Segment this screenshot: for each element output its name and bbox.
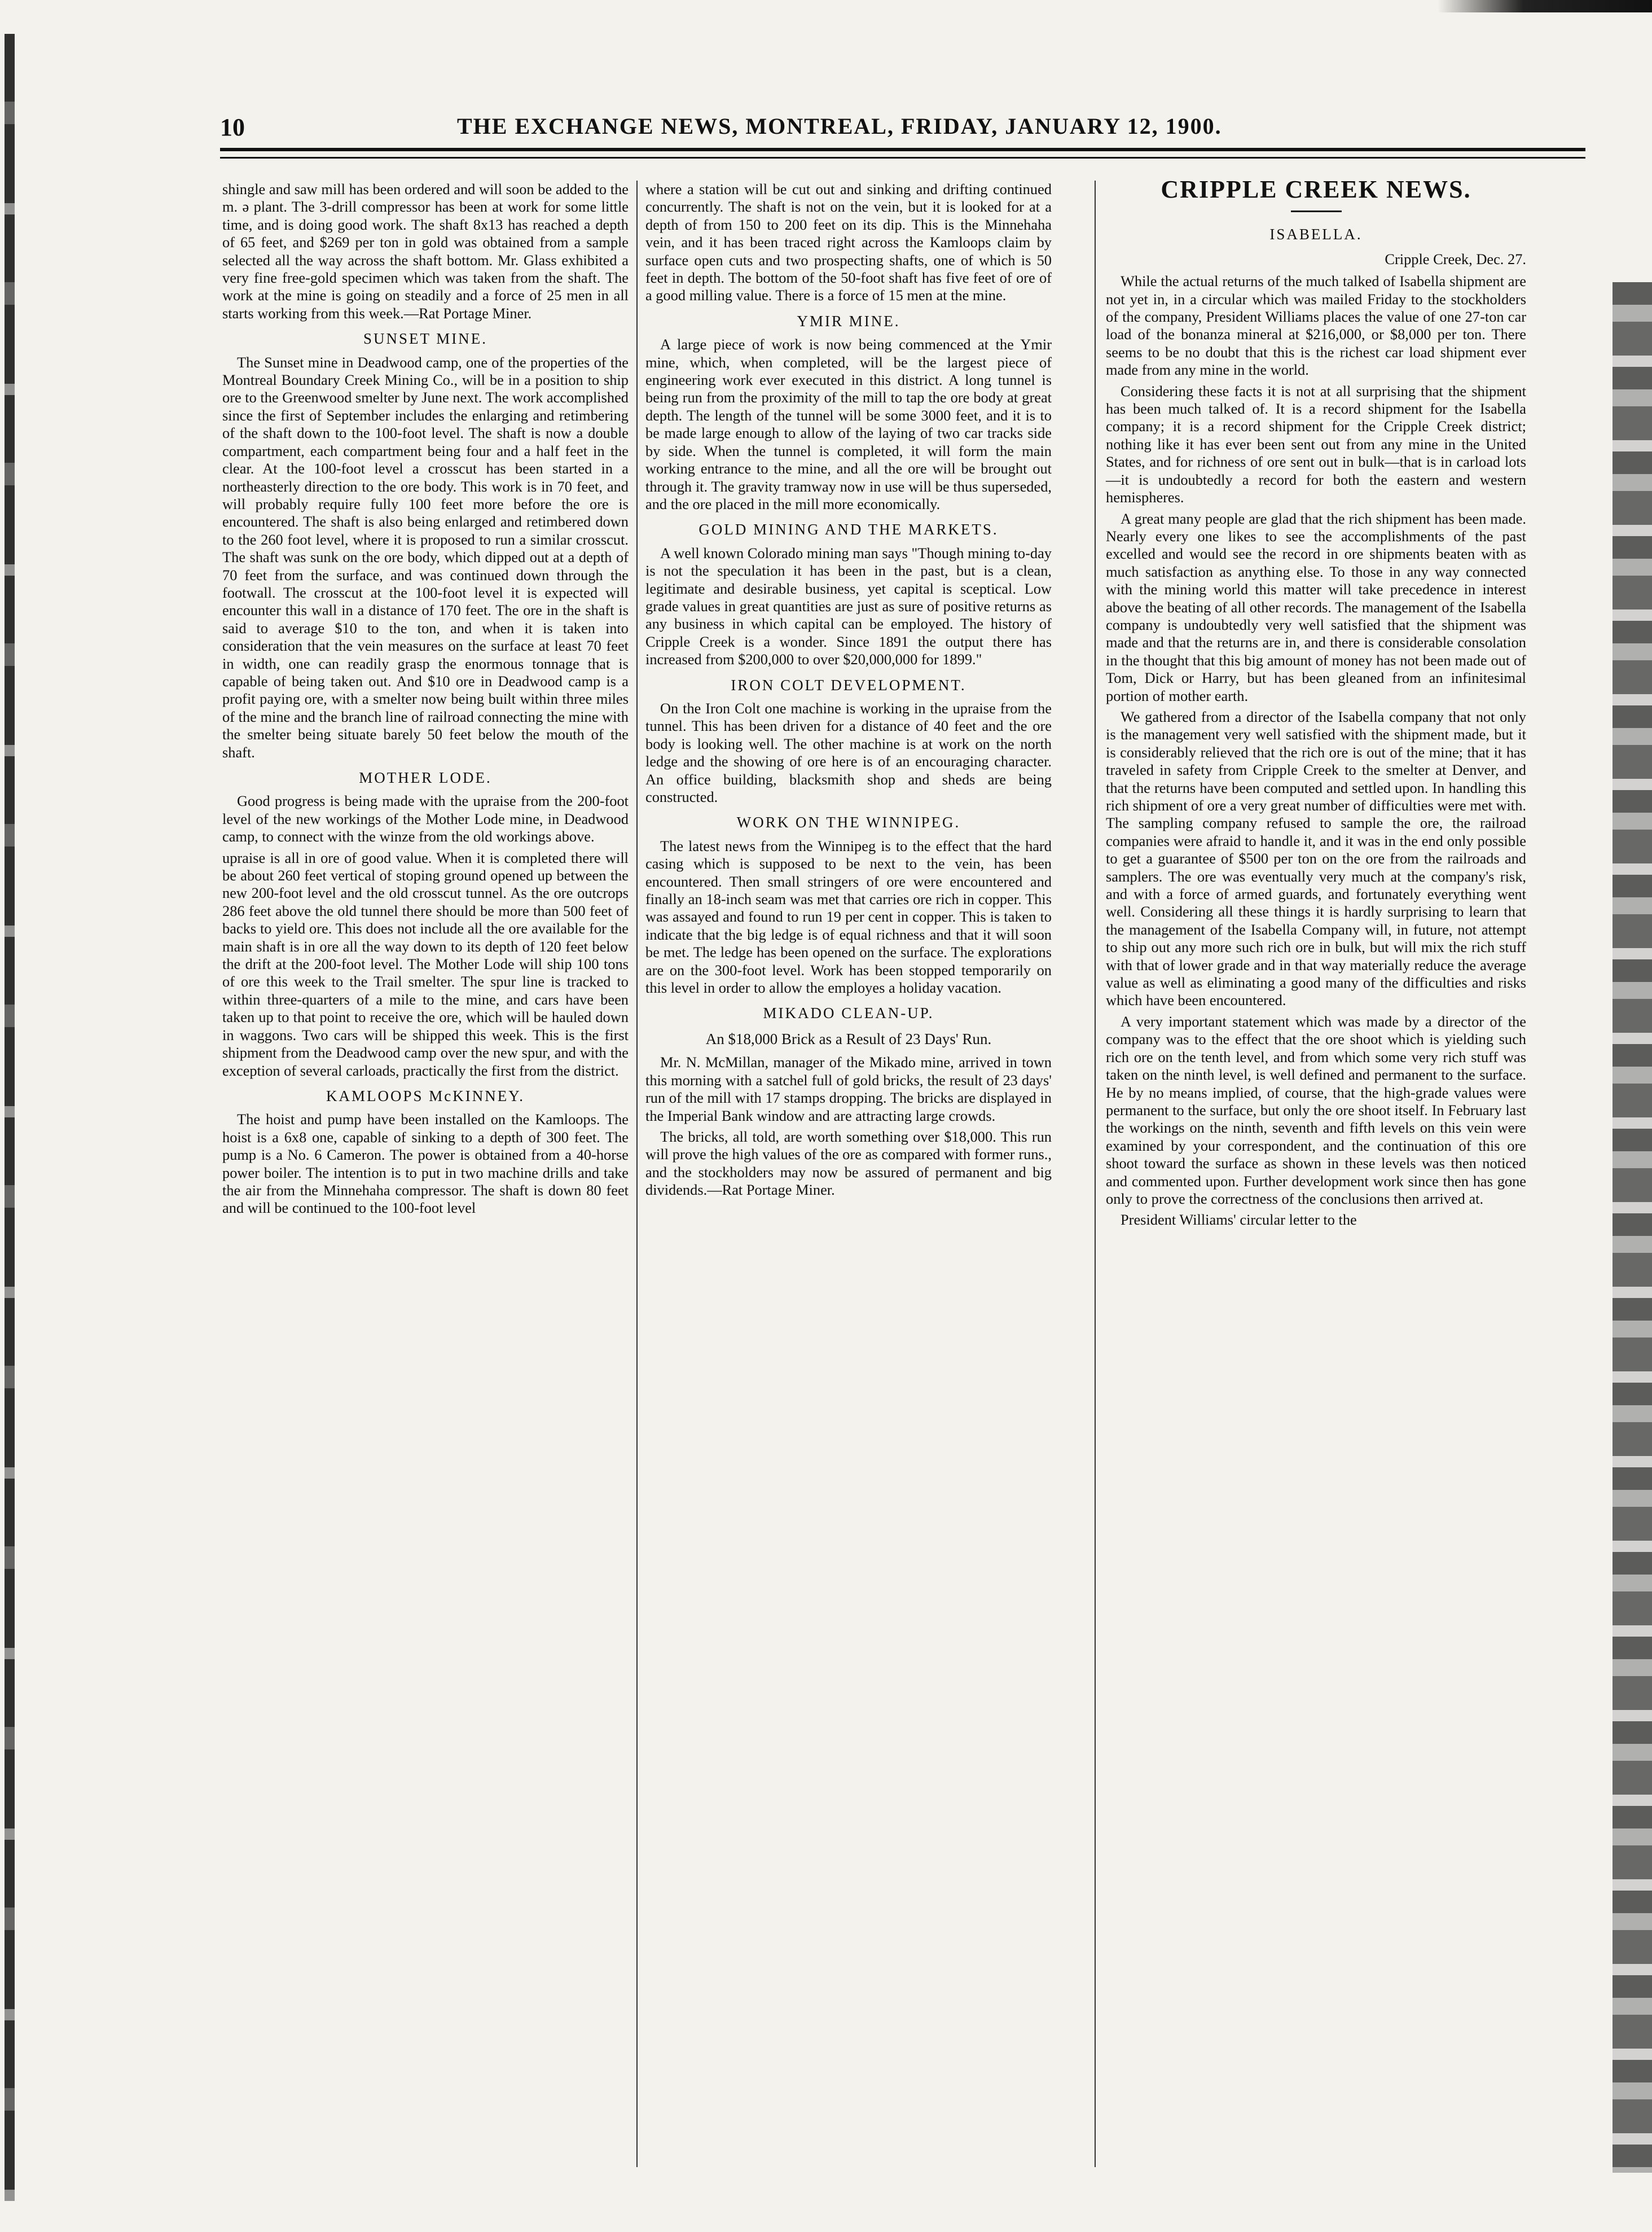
article-paragraph: We gathered from a director of the Isabella company that not only is the management very well satisfied with the shipment made, but it is considerably relieved that the rich ore is out of the mine; that it has traveled in safety from Cripple Creek to the smelter at Denver, and that the returns have been computed and settled upon. In handling this rich shipment of ore a very great number of difficulties were met with. The sampling company refused to sample the ore, the railroad companies were afraid to handle it, and it was in the end only possible to get a guarantee of $500 per ton on the ore from the railroads and samplers. The ore was eventually very much at the company's risk, and with a force of armed guards, and fortunately everything went well. Considering all these things it is hardly surprising to learn that the management of the Isabella Company will, in future, not attempt to ship out any more such rich ore in bulk, but will mix the rich stuff with that of lower grade and in that way materially reduce the average value as well as eliminating a good many of the difficulties and risks which have been encountered.: [1106, 708, 1526, 1009]
masthead: [220, 113, 1585, 164]
article-heading: KAMLOOPS McKINNEY.: [326, 1087, 525, 1104]
article-heading: ISABELLA.: [1269, 226, 1363, 243]
column-2: [645, 181, 1052, 1203]
article-heading: MIKADO CLEAN-UP.: [763, 1005, 934, 1022]
article-heading: SUNSET MINE.: [363, 330, 488, 348]
masthead-title: THE EXCHANGE NEWS, MONTREAL, FRIDAY, JANUARY 12, 1900.: [457, 113, 1222, 139]
article-paragraph: A very important statement which was made by a director of the company was to the effect that the ore shoot which is yielding such rich ore on the tenth level, and from which some very rich stuff was taken on the ninth level, is well defined and permanent to the surface. He by no means implied, of course, that the high-grade values were permanent to the surface, but only the ore shoot itself. In February last the workings on the ninth, seventh and fifth levels on this vein were examined by your correspondent, and the continuation of this ore shoot toward the surface as shown in these levels was then noticed and commented upon. Further development work since then has gone only to prove the correctness of the conclusions then arrived at.: [1106, 1012, 1526, 1207]
binding-edge-left: [5, 34, 15, 2201]
article-paragraph: While the actual returns of the much talked of Isabella shipment are not yet in, in a circular which was mailed Friday to the stockholders of the company, President Williams places the value of one 27-ton car load of the bonanza mineral at $216,000, or $8,000 per ton. There seems to be no doubt that this is the richest car load shipment ever made from any mine in the world.: [1106, 273, 1526, 379]
article-paragraph: Considering these facts it is not at all surprising that the shipment has been much talked of. It is a record shipment for the Isabella company; it is a record shipment for the Cripple Creek district; nothing like it has ever been sent out from any mine in the United States, and for richness of ore sent out in bulk—that is in carload lots—it is undoubtedly a record for both the eastern and western hemispheres.: [1106, 382, 1526, 506]
column-3: [1106, 176, 1526, 1233]
article-paragraph: shingle and saw mill has been ordered and will soon be added to the m. ə plant. The 3-drill compressor has been at work for some little time, and is doing good work. The shaft 8x13 has reached a depth of 65 feet, and $269 per ton in gold was obtained from a sample selected all the way across the shaft bottom. Mr. Glass exhibited a very fine free-gold specimen which was taken from the shaft. The work at the mine is going on steadily and a force of 25 men in all starts working from this week.—Rat Portage Miner.: [222, 181, 629, 322]
article-paragraph: On the Iron Colt one machine is working in the upraise from the tunnel. This has been driven for a distance of 40 feet and the ore body is looking well. The other machine is at work on the north ledge and the showing of ore here is of an encouraging character. An office building, blacksmith shop and sheds are being constructed.: [645, 699, 1052, 805]
article-paragraph: upraise is all in ore of good value. When it is completed there will be about 260 feet vertical of stoping ground opened up between the new 200-foot level and the old crosscut tunnel. As the ore outcrops 286 feet above the old tunnel there should be more than 500 feet of backs to yield ore. This does not include all the ore available for the main shaft is in ore all the way down to its depth of 120 feet below the drift at the 200-foot level. The Mother Lode will ship 100 tons of ore this week to the Trail smelter. The spur line is tracked to within three-quarters of a mile to the mine, and cars have been taken up to that point to receive the ore, which will be hauled down in waggons. Two cars will be shipped this week. This is the first shipment from the Deadwood camp over the new spur, and with the exception of several carloads, practically the first from the district.: [222, 849, 629, 1079]
article-paragraph: A great many people are glad that the rich shipment has been made. Nearly every one likes to see the accomplishments of the past excelled and would see the record in ore shipments beaten with as much satisfaction as anything else. To those in any way connected with the mining world this matter will take precedence in interest above the beating of all other records. The management of the Isabella company is undoubtedly very well satisfied that the shipment was made and that the returns are in, and there is considerable consolation in the thought that this big amount of money has not been made out of Tom, Dick or Harry, but has been gleaned from an infinitesimal portion of mother earth.: [1106, 510, 1526, 704]
masthead-rule-thick: [220, 148, 1585, 151]
masthead-rule-thin: [220, 157, 1585, 159]
article-heading: WORK ON THE WINNIPEG.: [736, 814, 961, 831]
page-number: 10: [220, 113, 245, 141]
binding-edge-right: [1613, 282, 1652, 2173]
article-paragraph: President Williams' circular letter to the: [1121, 1211, 1357, 1229]
column-divider: [1095, 181, 1096, 2167]
article-heading: IRON COLT DEVELOPMENT.: [731, 676, 966, 694]
article-paragraph: The bricks, all told, are worth something over $18,000. This run will prove the high values of the ore as compared with former runs., and the stockholders may now be assured of permanent and big dividends.—Rat Portage Miner.: [645, 1128, 1052, 1199]
column-divider: [636, 181, 638, 2167]
article-paragraph: A well known Colorado mining man says "Though mining to-day is not the speculation it has been in the past, but is a clean, legitimate and desirable business, yet capital is sceptical. Low grade values in great quantities are just as sure of positive returns as any business in which capital can be employed. The history of Cripple Creek is a wonder. Since 1891 the output there has increased from $200,000 to over $20,000,000 for 1899.": [645, 544, 1052, 668]
headline-rule: [1291, 211, 1342, 212]
dateline: Cripple Creek, Dec. 27.: [1385, 250, 1526, 268]
article-paragraph: Good progress is being made with the upraise from the 200-foot level of the new workings of the Mother Lode mine, in Deadwood camp, to connect with the winze from the old workings above.: [222, 792, 629, 845]
scan-smudge: [1438, 0, 1652, 12]
article-paragraph: Mr. N. McMillan, manager of the Mikado mine, arrived in town this morning with a satchel full of gold bricks, the result of 23 days' run of the mill with 17 stamps dropping. The bricks are displayed in the Imperial Bank window and are attracting large crowds.: [645, 1054, 1052, 1124]
column-1: [222, 181, 629, 1221]
article-subheading: An $18,000 Brick as a Result of 23 Days' Run.: [705, 1030, 992, 1047]
article-heading: YMIR MINE.: [797, 312, 900, 330]
article-paragraph: where a station will be cut out and sinking and drifting continued concurrently. The shaft is not on the vein, but it is looked for at a depth of from 150 to 200 feet on its dip. This is the Minnehaha vein, and it has been traced right across the Kamloops claim by surface open cuts and two prospecting shafts, one of which is 50 feet in depth. The bottom of the 50-foot shaft has five feet of ore of a good milling value. There is a force of 15 men at the mine.: [645, 181, 1052, 304]
article-paragraph: The latest news from the Winnipeg is to the effect that the hard casing which is supposed to be next to the vein, has been encountered. Then small stringers of ore were encountered and finally an 18-inch seam was met that carries ore rich in copper. This was assayed and found to run 19 per cent in copper. This is taken to indicate that the big ledge is of equal richness and that it will soon be met. The ledge has been opened on the surface. The explorations are on the 300-foot level. Work has been stopped temporarily on this level in order to allow the employes a holiday vacation.: [645, 837, 1052, 997]
article-heading: GOLD MINING AND THE MARKETS.: [698, 521, 999, 538]
article-paragraph: A large piece of work is now being commenced at the Ymir mine, which, when completed, will be the largest piece of engineering work ever executed in this district. A long tunnel is being run from the proximity of the mill to tap the ore body at great depth. The length of the tunnel will be some 3000 feet, and it is to be made large enough to allow of the laying of two car tracks side by side. When the tunnel is completed, it will form the main working entrance to the mine, and all the ore will be brought out through it. The gravity tramway now in use will be thus superseded, and the ore placed in the mill more economically.: [645, 336, 1052, 512]
article-paragraph: The Sunset mine in Deadwood camp, one of the properties of the Montreal Boundary Creek Mining Co., will be in a position to ship ore to the Greenwood smelter by June next. The work accomplished since the first of September includes the enlarging and retimbering of the shaft down to the 100-foot level. The shaft is now a double compartment, each compartment being four and a half feet in the clear. At the 100-foot level a crosscut has been started in a northeasterly direction to the ore body. This work is in 70 feet, and will probably require fully 100 feet more before the ore is encountered. The shaft is also being enlarged and retimbered down to the 260 foot level, where it is proposed to run a similar crosscut. The shaft was sunk on the ore body, which dipped out at a depth of 70 feet from the surface, and was continued down through the footwall. The crosscut at the 100-foot level it is expected will encounter this wall in a distance of 170 feet. The ore in the shaft is said to average $10 to the ton, and when it is taken into consideration that the vein measures on the surface at least 70 feet in width, one can readily grasp the enormous tonnage that is capable of being taken out. And $10 ore in Deadwood camp is a profit paying ore, with a smelter now being built within three miles of the mine and the branch line of railroad connecting the mine with the smelter being situate barely 50 feet below the mouth of the shaft.: [222, 353, 629, 761]
article-paragraph: The hoist and pump have been installed on the Kamloops. The hoist is a 6x8 one, capable of sinking to a depth of 300 feet. The pump is a No. 6 Cameron. The power is obtained from a 40-horse power boiler. The intention is to put in two machine drills and take the air from the Minnehaha compressor. The shaft is down 80 feet and will be continued to the 100-foot level: [222, 1111, 629, 1217]
section-headline: CRIPPLE CREEK NEWS.: [1161, 176, 1471, 203]
article-heading: MOTHER LODE.: [359, 769, 492, 786]
